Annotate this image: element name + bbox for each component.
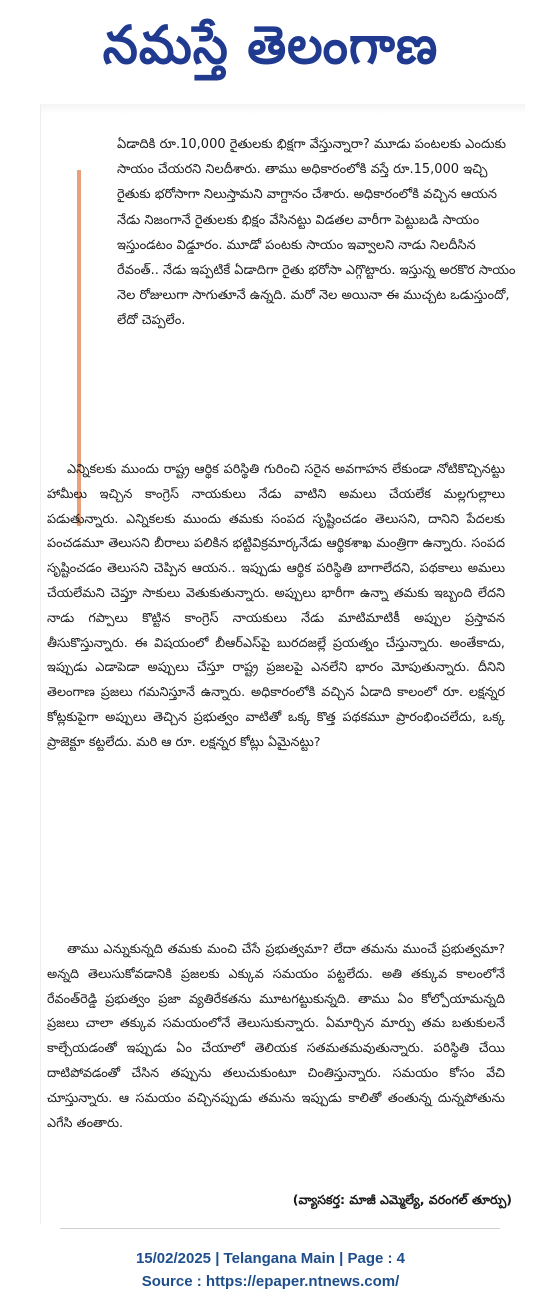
footer-date-edition: 15/02/2025 | Telangana Main | Page : 4 — [135, 1250, 406, 1267]
footer-divider — [60, 1228, 500, 1229]
article-paragraph-2: తాము ఎన్నుకున్నది తమకు మంచి చేసే ప్రభుత్వమా? లేదా తమను ముంచే ప్రభుత్వమా? అన్నది తెలుసుకోవడానికి ప్రజలకు ఎక్కువ సమయం పట్టలేదు. అతి తక్కువ కాలంలోనే రేవంత్‌రెడ్డి ప్రభుత్వం ప్రజా వ్యతిరేకతను మూటగట్టుకున్నది. తాము ఏం కోల్పోయామన్నది ప్రజలు చాలా తక్కువ సమయంలోనే తెలుసుకున్నారు. ఏమార్చిన మార్పు తమ బతుకులనే కాల్చేయడంతో ఇప్పుడు ఏం చేయాలో తెలియక సతమతమవుతున్నారు. పరిస్థితి చేయి దాటిపోవడంతో చేసిన తప్పును తలుచుకుంటూ చింతిస్తున్నారు. సమయం కోసం వేచి చూస్తున్నారు. ఆ సమయం వచ్చినప్పుడు తమను ఇప్పుడు కాలితో తంతున్న దున్నపోతును ఎగేసి తంతారు. — [47, 942, 505, 1131]
article-paragraph-1: ఎన్నికలకు ముందు రాష్ట్ర ఆర్థిక పరిస్థితి గురించి సరైన అవగాహన లేకుండా నోటికొచ్చినట్టు హామీలు ఇచ్చిన కాంగ్రెస్ నాయకులు నేడు వాటిని అమలు చేయలేక మల్లగుల్లాలు పడుతున్నారు. ఎన్నికలకు ముందు తమకు సంపద సృష్టించడం తెలుసని, దానిని పేదలకు పంచడమూ తెలుసని బీరాలు పలికిన భట్టివిక్రమార్కనేడు ఆర్థికశాఖ మంత్రిగా ఉన్నారు. సంపద సృష్టించడం తెలుసని చెప్పిన ఆయన.. ఇప్పుడు ఆర్థిక పరిస్థితి బాగాలేదని, పథకాలు అమలు చేయలేమని చెప్తూ సాకులు వెతుకుతున్నారు. అప్పులు భారీగా ఉన్నా తమకు ఇబ్బంది లేదని నాడు గప్పాలు కొట్టిన కాంగ్రెస్ నాయకులు నేడు మాటిమాటికీ అప్పుల ప్రస్తావన తీసుకొస్తున్నారు. ఈ విషయంలో బీఆర్ఎస్‌పై బురదజల్లే ప్రయత్నం చేస్తున్నారు. అంతేకాదు, ఇప్పుడు ఎడాపెడా అప్పులు చేస్తూ రాష్ట్ర ప్రజలపై ఎనలేని భారం మోపుతున్నారు. దీనిని తెలంగాణ ప్రజలు గమనిస్తూనే ఉన్నారు. అధికారంలోకి వచ్చిన ఏడాది కాలంలో రూ. లక్షన్నర కోట్లకుపైగా అప్పులు తెచ్చిన ప్రభుత్వం వాటితో ఒక్క కొత్త పథకమూ ప్రారంభించలేదు, ఒక్క ప్రాజెక్టూ కట్టలేదు. మరి ఆ రూ. లక్షన్నర కోట్లు ఏమైనట్టు? — [47, 462, 505, 750]
clipping-top-edge — [41, 104, 525, 114]
author-byline: (వ్యాసకర్త: మాజీ ఎమ్మెల్యే, వరంగల్ తూర్పు) — [292, 1192, 512, 1207]
newspaper-title: నమస్తే తెలంగాణ — [102, 14, 439, 76]
footer-source-link[interactable]: Source : https://epaper.ntnews.com/ — [141, 1273, 400, 1290]
pullquote-text: ఏడాదికి రూ.10,000 రైతులకు భిక్షగా వేస్తున్నారా? మూడు పంటలకు ఎందుకు సాయం చేయరని నిలదీశారు. తాము అధికారంలోకి వస్తే రూ.15,000 ఇచ్చి రైతుకు భరోసాగా నిలుస్తామని వాగ్దానం చేశారు. అధికారంలోకి వచ్చిన ఆయన నేడు నిజంగానే రైతులకు భిక్షం వేసినట్టు విడతల వారీగా పెట్టుబడి సాయం ఇస్తుండటం విడ్డూరం. మూడో పంటకు సాయం ఇవ్వాలని నాడు నిలదీసిన రేవంత్.. నేడు ఇప్పటికే ఏడాదిగా రైతు భరోసా ఎగ్గొట్టారు. ఇస్తున్న అరకొర సాయం నెల రోజులుగా సాగుతూనే ఉన్నది. మరో నెల అయినా ఈ ముచ్చట ఒడుస్తుందో, లేదో చెప్పలేం. — [117, 137, 516, 329]
masthead — [0, 0, 541, 92]
